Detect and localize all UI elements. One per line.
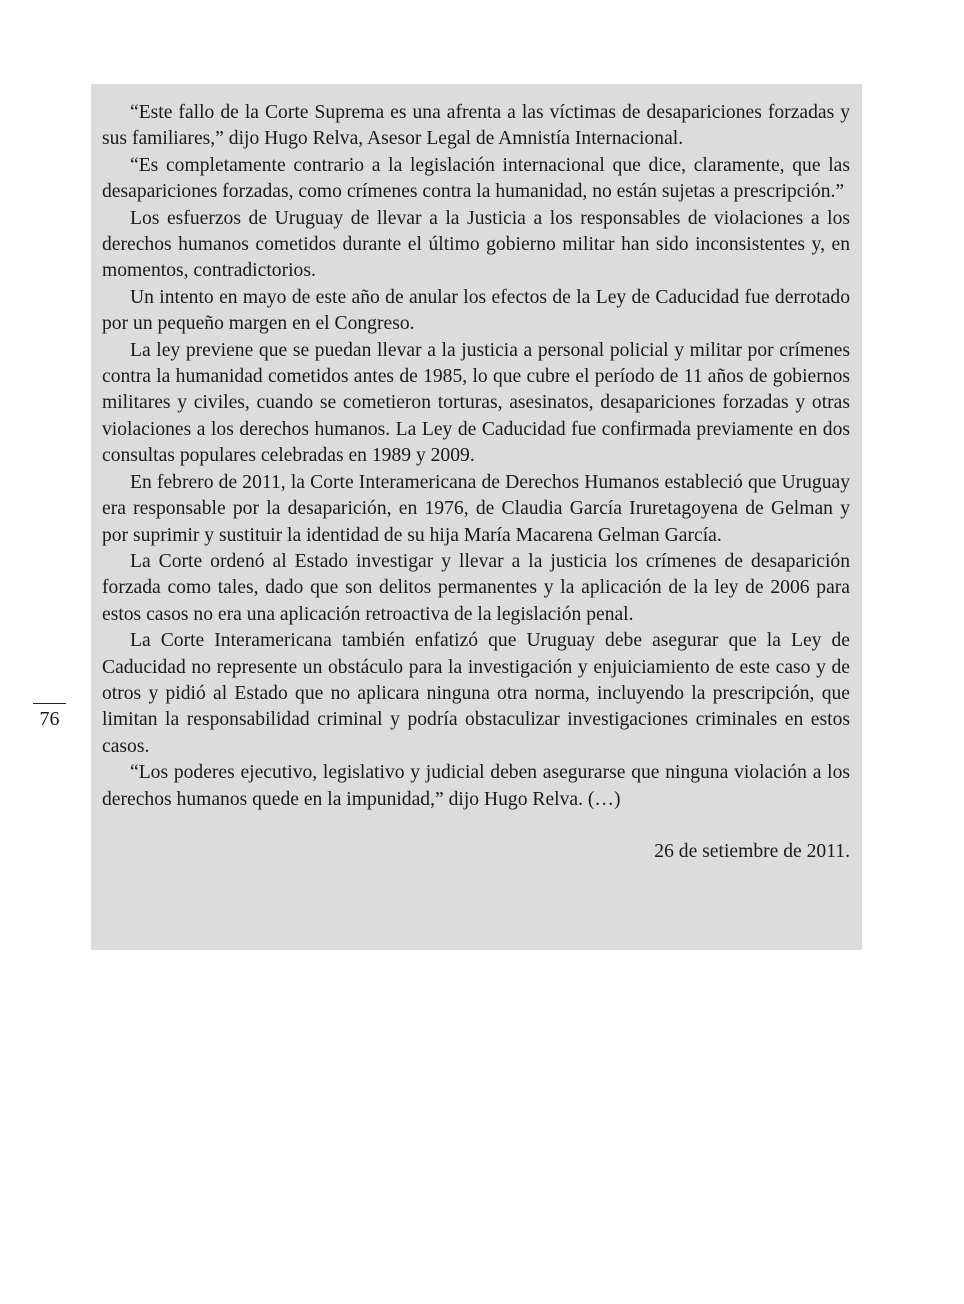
paragraph-3: Los esfuerzos de Uruguay de llevar a la Justicia a los responsables de violaciones a los derechos humanos cometidos durante el último gobierno militar han sido inconsistentes y, en momentos, contradictorios. (102, 207, 850, 282)
page-number-rule (33, 703, 66, 704)
paragraph-5: La ley previene que se puedan llevar a la justicia a personal policial y militar por crímenes contra la humanidad cometidos antes de 1985, lo que cubre el período de 11 años de gobiernos militares y civiles, cuando se cometieron torturas, asesinatos, desapariciones forzadas y otras violaciones a los derechos humanos. La Ley de Caducidad fue confirmada previamente en dos consultas populares celebradas en 1989 y 2009. (102, 339, 850, 467)
paragraph-4: Un intento en mayo de este año de anular los efectos de la Ley de Caducidad fue derrotado por un pequeño margen en el Congreso. (102, 286, 850, 335)
date-line: 26 de setiembre de 2011. (654, 841, 850, 863)
paragraph-9: “Los poderes ejecutivo, legislativo y judicial deben asegurarse que ninguna violación a los derechos humanos quede en la impunidad,” dijo Hugo Relva. (…) (102, 762, 850, 810)
paragraph-2: “Es completamente contrario a la legislación internacional que dice, claramente, que las desapariciones forzadas, como crímenes contra la humanidad, no están sujetas a prescripción.” (102, 154, 850, 203)
paragraph-6: En febrero de 2011, la Corte Interamericana de Derechos Humanos estableció que Uruguay era responsable por la desaparición, en 1976, de Claudia García Iruretagoyena de Gelman y por suprimir y sustituir la identidad de su hija María Macarena Gelman García. (102, 471, 850, 546)
paragraph-1: “Este fallo de la Corte Suprema es una afrenta a las víctimas de desapariciones forzadas y sus familiares,” dijo Hugo Relva, Asesor Legal de Amnistía Internacional. (102, 102, 850, 150)
paragraph-8: La Corte Interamericana también enfatizó que Uruguay debe asegurar que la Ley de Caducidad no represente un obstáculo para la investigación y enjuiciamiento de este caso y de otros y pidió al Estado que no aplicara ninguna otra norma, incluyendo la prescripción, que limitan la responsabilidad criminal y podría obstaculizar investigaciones criminales en estos casos. (102, 630, 850, 757)
paragraph-7: La Corte ordenó al Estado investigar y llevar a la justicia los crímenes de desaparición forzada como tales, dado que son delitos permanentes y la aplicación de la ley de 2006 para estos casos no era una aplicación retroactiva de la legislación penal. (102, 550, 850, 625)
shaded-quote-box (91, 84, 862, 950)
page-number: 76 (39, 708, 60, 730)
